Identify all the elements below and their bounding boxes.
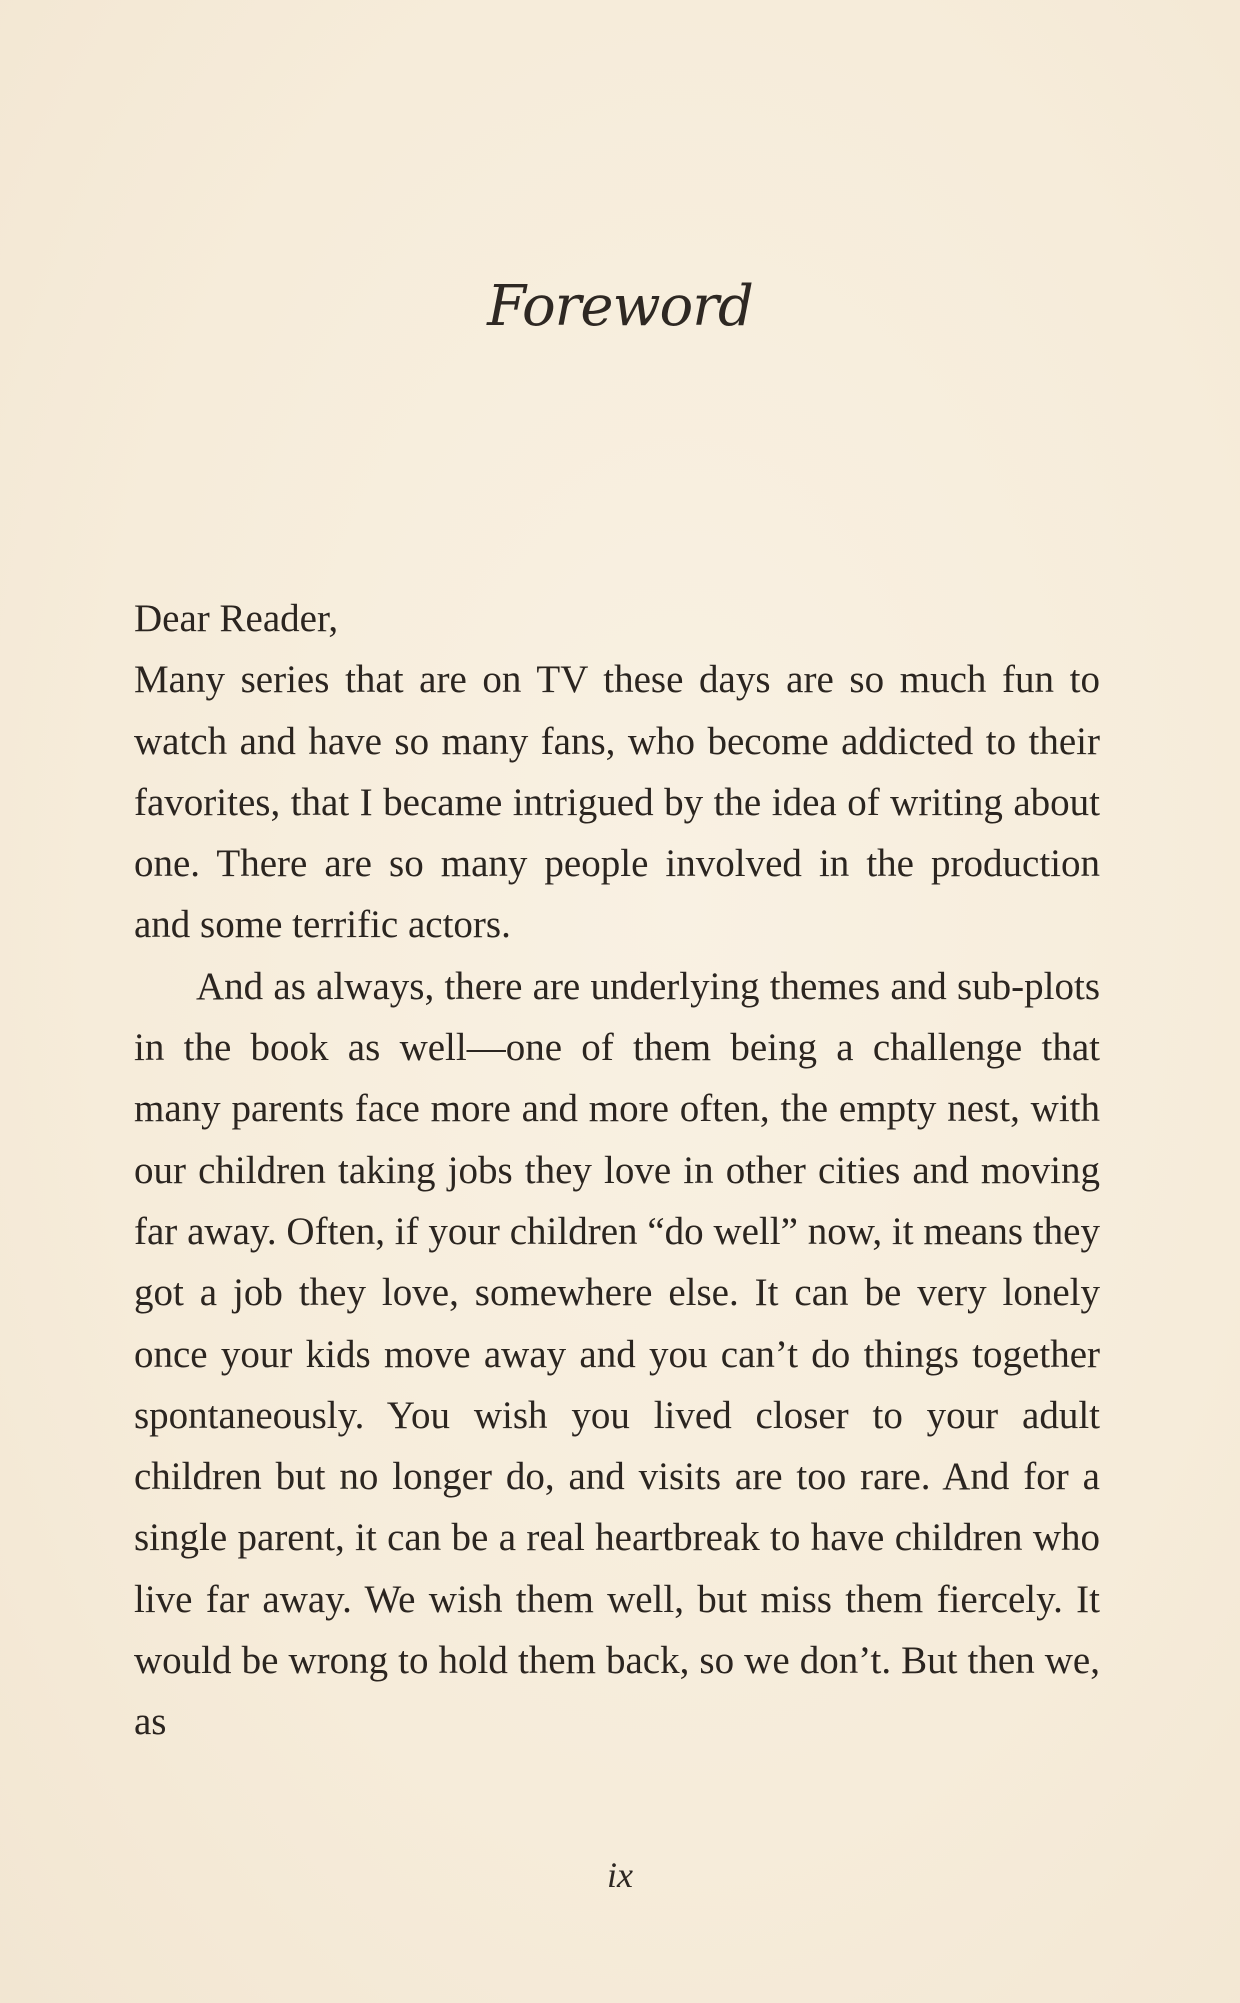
- salutation: Dear Reader,: [134, 597, 339, 640]
- paragraph: And as always, there are underlying themes and sub-plots in the book as well—one of them being a challenge that many parents face more and more often, the empty nest, with our children taking jobs they love in other cities and moving far away. Often, if your children “do well” now, it means they got a job they love, somewhere else. It can be very lonely once your kids move away and you can’t do things together spontaneously. You wish you lived closer to your adult children but no longer do, and visits are too rare. And for a single parent, it can be a real heartbreak to have children who live far away. We wish them well, but miss them fiercely. It would be wrong to hold them back, so we don’t. But then we, as: [134, 964, 1100, 1744]
- paragraph: Many series that are on TV these days are so much fun to watch and have so many fans, who become addicted to their favorites, that I became intrigued by the idea of writing about one. There are so many people involved in the production and some terrific actors.: [134, 658, 1100, 947]
- page-number: ix: [607, 1855, 633, 1895]
- chapter-title: Foreword: [487, 274, 753, 339]
- body-text: [134, 588, 1100, 1753]
